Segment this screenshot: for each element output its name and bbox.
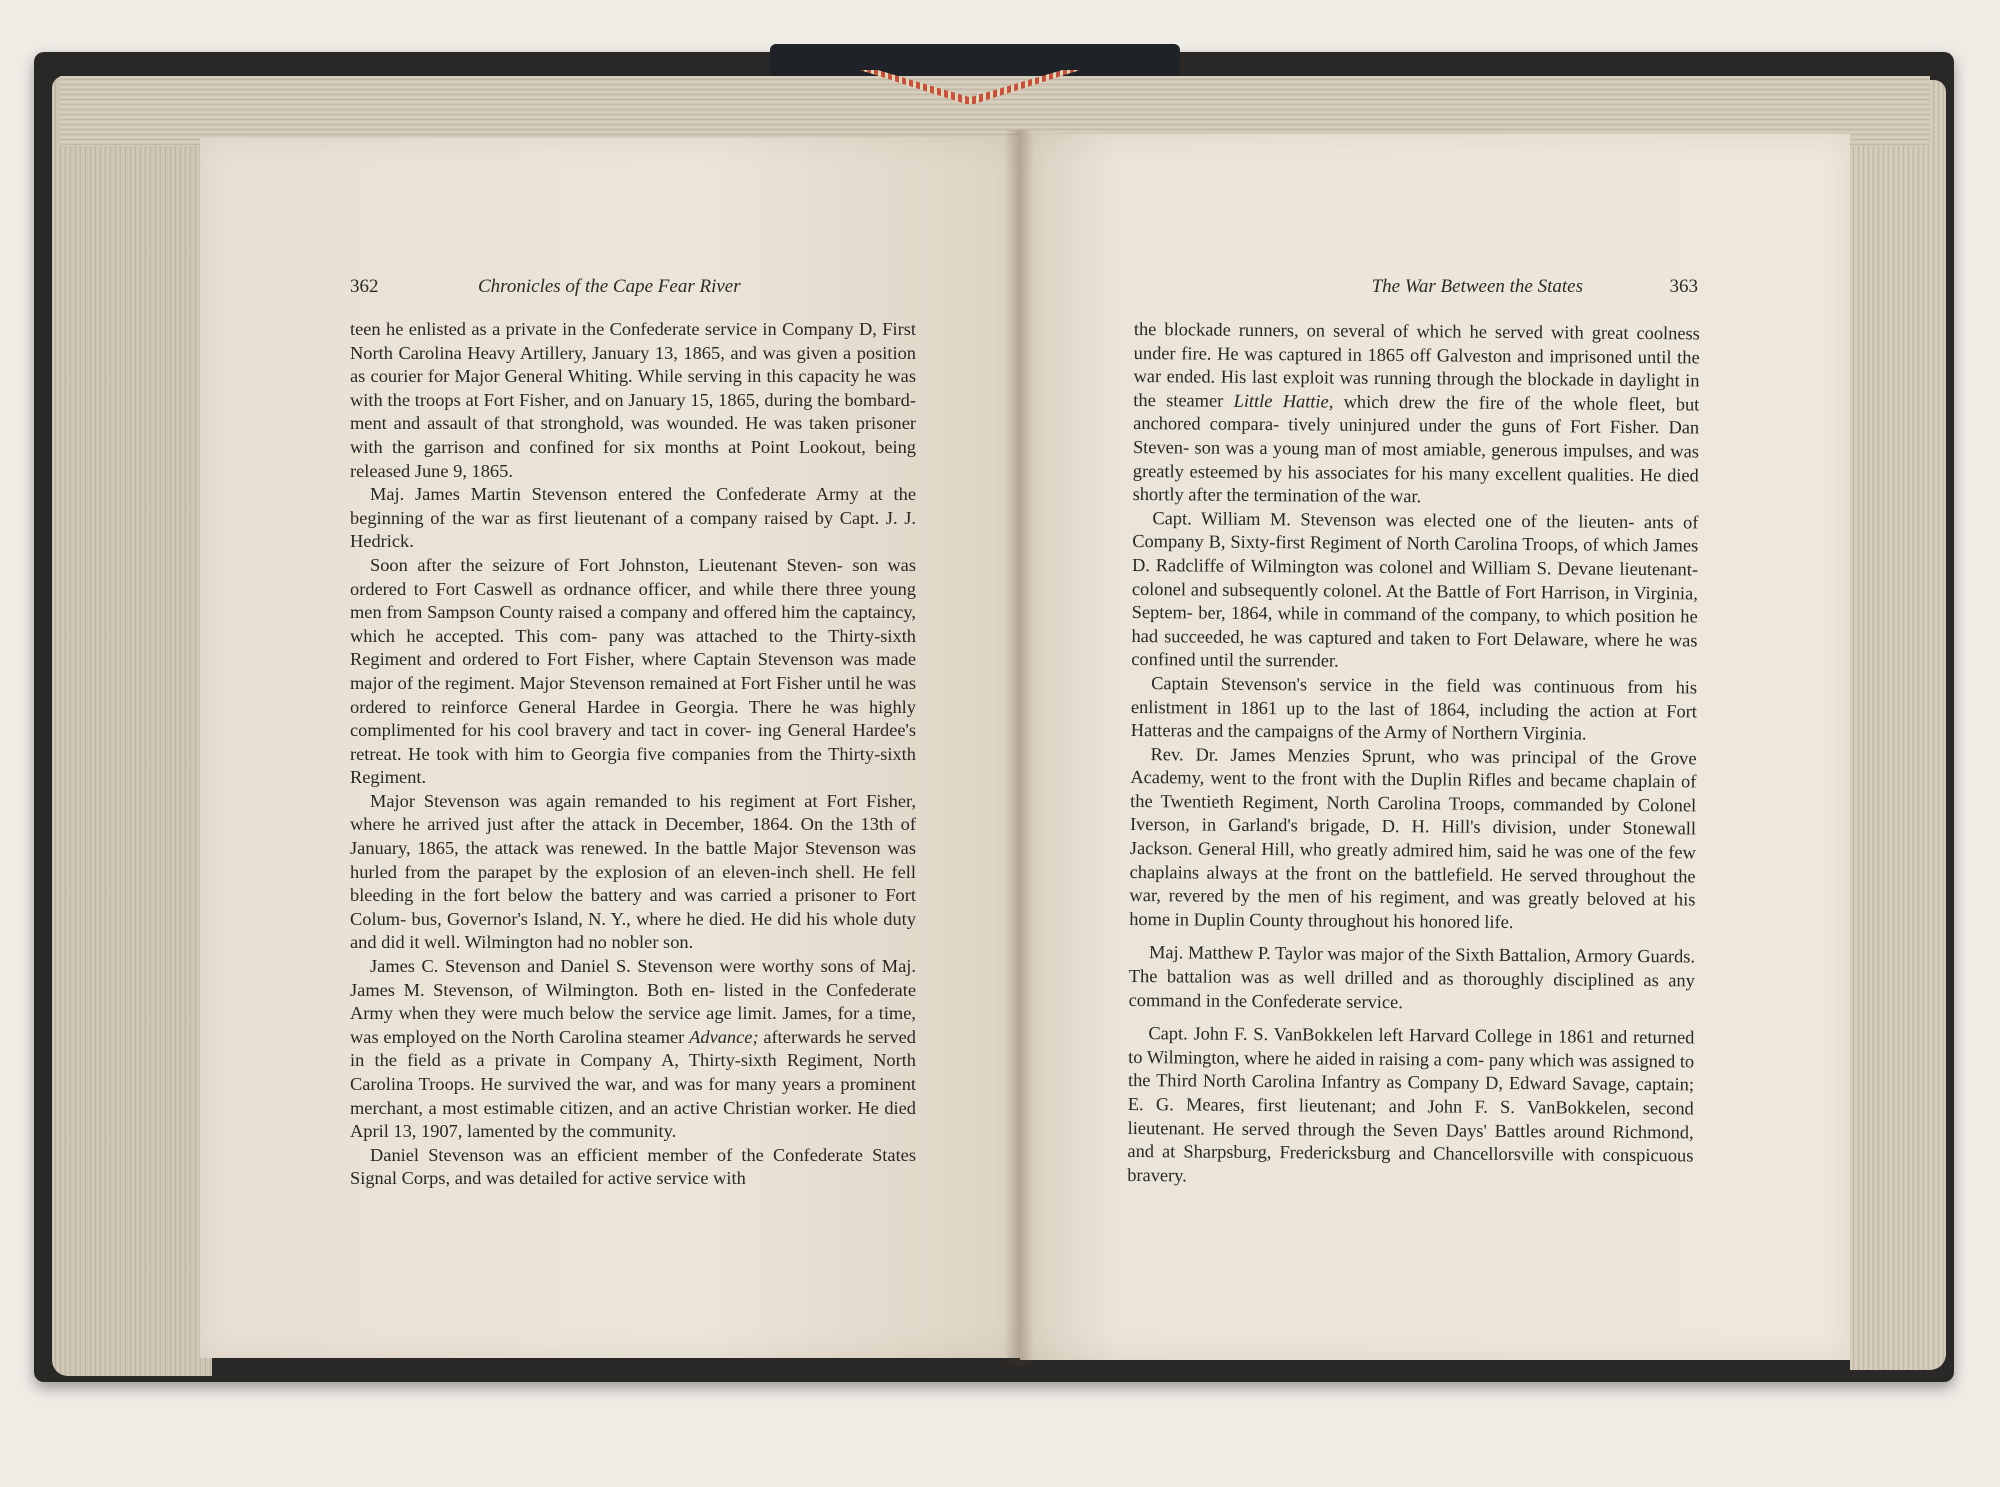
left-page-edges bbox=[52, 76, 212, 1376]
page-gutter bbox=[1004, 130, 1034, 1366]
right-running-title: The War Between the States bbox=[1371, 276, 1583, 297]
paragraph: Daniel Stevenson was an efficient member of the Confederate States Signal Corps, and was detailed for active service with bbox=[350, 1144, 916, 1189]
paragraph: James C. Stevenson and Daniel S. Stevenson were worthy sons of Maj. James M. Stevenson, of Wilmington. Both en- listed in the Confederate Army when they were much below the service age limit. James, for a time, was employed on the North Carolina steamer Advance; afterwards he served in the field as a private in Company A, Thirty-sixth Regiment, North Carolina Troops. He survived the war, and was for many years a prominent merchant, a most estimable citizen, and an active Christian worker. He died April 13, 1907, lamented by the community. bbox=[350, 956, 916, 1142]
right-page-body bbox=[1127, 318, 1700, 1192]
right-page-edges bbox=[1850, 80, 1946, 1370]
left-page-number: 362 bbox=[350, 276, 379, 297]
paragraph: Rev. Dr. James Menzies Sprunt, who was principal of the Grove Academy, went to the front with the Duplin Rifles and became chaplain of the Twentieth Regiment, North Carolina Troops, commanded by Colonel Iverson, in Garland's brigade, D. H. Hill's division, under Stonewall Jackson. General Hill, who greatly admired him, said he was one of the few chaplains always at the front on the battlefield. He served throughout the war, revered by the men of his regiment, and was greatly beloved at his home in Duplin County throughout his honored life. bbox=[1129, 743, 1697, 932]
paragraph: Soon after the seizure of Fort Johnston, Lieutenant Steven- son was ordered to Fort Caswell as ordnance officer, and while there three young men from Sampson County raised a company and offered him the captaincy, which he accepted. This com- pany was attached to the Thirty-sixth Regiment and ordered to Fort Fisher, where Captain Stevenson was made major of the regiment. Major Stevenson remained at Fort Fisher until he was ordered to reinforce General Hardee in Georgia. There he was highly complimented for his cool bravery and tact in cover- ing General Hardee's retreat. He took with him to Georgia five companies from the Thirty-sixth Regiment. bbox=[350, 554, 916, 788]
paragraph: teen he enlisted as a private in the Confederate service in Company D, First North Carolina Heavy Artillery, January 13, 1865, and was given a position as courier for Major General Whiting. While serving in this capacity he was with the troops at Fort Fisher, and on January 15, 1865, during the bombard- ment and assault of that stronghold, was wounded. He was taken prisoner with the garrison and confined for six months at Point Lookout, being released June 9, 1865. bbox=[350, 319, 916, 481]
right-page-number: 363 bbox=[1669, 276, 1698, 297]
left-page-body bbox=[350, 318, 916, 1191]
right-page-header bbox=[1130, 276, 1698, 302]
top-page-edges-left bbox=[60, 76, 1020, 146]
paragraph: Maj. James Martin Stevenson entered the Confederate Army at the beginning of the war as first lieutenant of a company raised by Capt. J. J. Hedrick. bbox=[350, 484, 916, 552]
left-page-header bbox=[350, 276, 918, 302]
left-running-title: Chronicles of the Cape Fear River bbox=[478, 276, 741, 297]
paragraph: Capt. John F. S. VanBokkelen left Harvard College in 1861 and returned to Wilmington, where he aided in raising a com- pany which was assigned to the Third North Carolina Infantry as Company D, Edward Savage, captain; E. G. Meares, first lieutenant; and John F. S. VanBokkelen, second lieutenant. He served through the Seven Days' Battles around Richmond, and at Sharpsburg, Fredericksburg and Chancellorsville with conspicuous bravery. bbox=[1127, 1023, 1695, 1186]
paragraph: Captain Stevenson's service in the field was continuous from his enlistment in 1861 up to the last of 1864, including the action at Fort Hatteras and the campaigns of the Army of Northern Virginia. bbox=[1130, 673, 1698, 744]
paragraph: Maj. Matthew P. Taylor was major of the Sixth Battalion, Armory Guards. The battalion was as well drilled and as thoroughly disciplined as any command in the Confederate service. bbox=[1128, 942, 1696, 1012]
paragraph: Capt. William M. Stevenson was elected one of the lieuten- ants of Company B, Sixty-first Regiment of North Carolina Troops, of which James D. Radcliffe of Wilmington was colonel and William S. Devane lieutenant-colonel and subsequently colonel. At the Battle of Fort Harrison, in Virginia, Septem- ber, 1864, while in command of the company, to which position he had succeeded, he was captured and taken to Fort Delaware, where he was confined until the surrender. bbox=[1131, 507, 1699, 671]
paragraph: the blockade runners, on several of which he served with great coolness under fire. He was captured in 1865 off Galveston and imprisoned until the war ended. His last exploit was running through the blockade in daylight in the steamer Little Hattie, which drew the fire of the whole fleet, but anchored compara- tively uninjured under the guns of Fort Fisher. Dan Steven- son was a young man of most amiable, generous impulses, and was greatly esteemed by his associates for his many excellent qualities. He died shortly after the termination of the war. bbox=[1132, 318, 1700, 507]
paragraph: Major Stevenson was again remanded to his regiment at Fort Fisher, where he arrived just after the attack in December, 1864. On the 13th of January, 1865, the attack was renewed. In the battle Major Stevenson was hurled from the parapet by the explosion of an eleven-inch shell. He fell bleeding in the fort below the battery and was carried a prisoner to Fort Colum- bus, Governor's Island, N. Y., where he died. He did his whole duty and did it well. Wilmington had no nobler son. bbox=[350, 790, 916, 953]
